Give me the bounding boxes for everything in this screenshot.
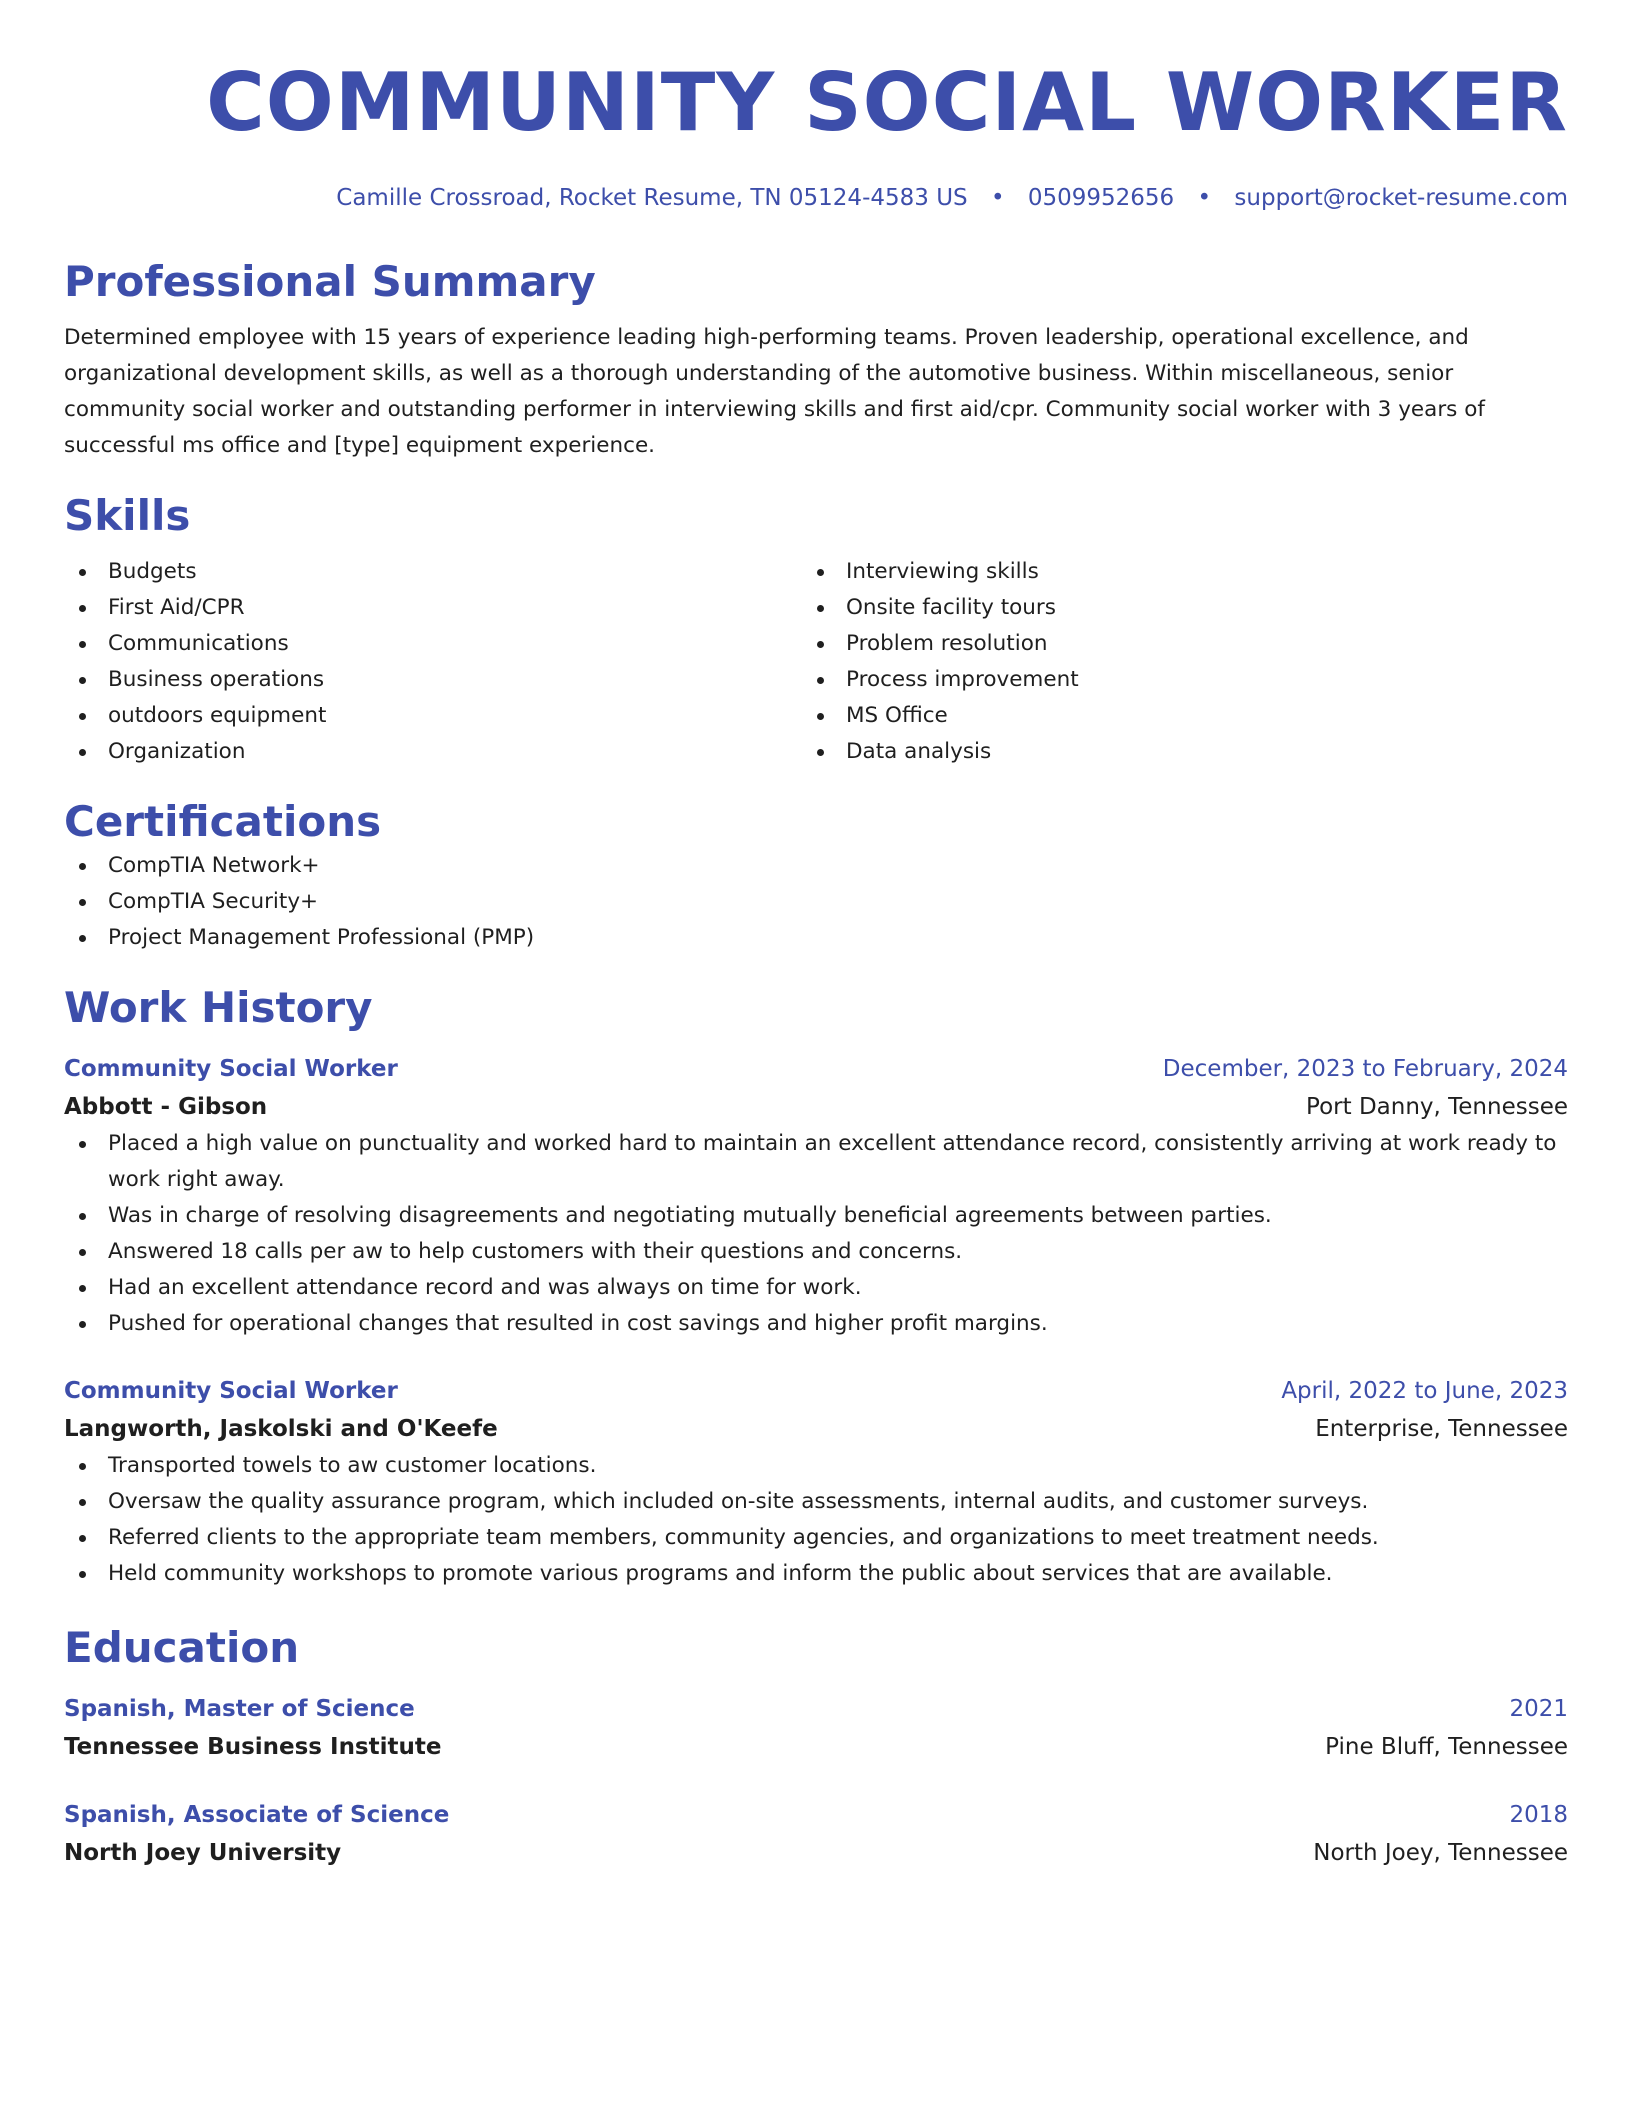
job-header — [64, 1372, 1568, 1410]
education-location: Pine Bluff, Tennessee — [1325, 1734, 1568, 1760]
education-entry — [64, 1690, 1568, 1766]
skill-item: MS Office — [802, 698, 1540, 734]
education-header — [64, 1690, 1568, 1728]
education-school: North Joey University — [64, 1840, 342, 1866]
work-history-heading: Work History — [64, 983, 373, 1032]
job-dates: December, 2023 to February, 2024 — [1162, 1056, 1568, 1082]
certification-item: CompTIA Security+ — [64, 884, 1568, 920]
education-heading: Education — [64, 1623, 300, 1672]
job-location: Port Danny, Tennessee — [1306, 1094, 1568, 1120]
education-degree: Spanish, Master of Science — [64, 1696, 415, 1722]
skill-item: Data analysis — [802, 734, 1540, 770]
job-company: Abbott - Gibson — [64, 1094, 268, 1120]
skill-item: Budgets — [64, 554, 802, 590]
job-duty: Transported towels to aw customer locations. — [64, 1448, 1568, 1484]
job-duty: Oversaw the quality assurance program, which included on-site assessments, internal audits, and customer surveys. — [64, 1484, 1568, 1520]
certification-item: CompTIA Network+ — [64, 848, 1568, 884]
education-location: North Joey, Tennessee — [1313, 1840, 1568, 1866]
job-subheader — [64, 1088, 1568, 1126]
summary-text: Determined employee with 15 years of experience leading high-performing teams. Proven leadership, operational excellence, and organizational development skills, as well as a thorough understanding of the automotive business. Within miscellaneous, senior community social worker and outstanding performer in interviewing skills and first aid/cpr. Community social worker with 3 years of successful ms office and [type] equipment experience. — [64, 325, 1485, 458]
job-duty: Answered 18 calls per aw to help customers with their questions and concerns. — [64, 1234, 1568, 1270]
job-dates: April, 2022 to June, 2023 — [1281, 1378, 1568, 1404]
job-duty: Pushed for operational changes that resulted in cost savings and higher profit margins. — [64, 1306, 1568, 1342]
skills-column-right — [802, 554, 1540, 770]
job-title: Community Social Worker — [64, 1056, 398, 1082]
contact-address: Camille Crossroad, Rocket Resume, TN 05124-4583 US — [336, 185, 968, 211]
education-year: 2021 — [1509, 1696, 1568, 1722]
education-year: 2018 — [1509, 1802, 1568, 1828]
education-degree: Spanish, Associate of Science — [64, 1802, 450, 1828]
job-location: Enterprise, Tennessee — [1315, 1416, 1568, 1442]
certifications-list — [64, 848, 1568, 956]
skill-item: Interviewing skills — [802, 554, 1540, 590]
job-duties-list — [64, 1126, 1568, 1342]
education-school: Tennessee Business Institute — [64, 1734, 442, 1760]
skill-item: Problem resolution — [802, 626, 1540, 662]
contact-separator: • — [990, 185, 1005, 211]
skills-heading: Skills — [64, 491, 191, 540]
contact-phone: 0509952656 — [1027, 185, 1175, 211]
job-entry — [64, 1050, 1568, 1342]
education-header — [64, 1796, 1568, 1834]
skill-item: Process improvement — [802, 662, 1540, 698]
skill-item: Organization — [64, 734, 802, 770]
skill-item: Onsite facility tours — [802, 590, 1540, 626]
skill-item: outdoors equipment — [64, 698, 802, 734]
education-entry — [64, 1796, 1568, 1872]
job-duty: Placed a high value on punctuality and worked hard to maintain an excellent attendance record, consistently arriving at work ready to work right away. — [64, 1126, 1568, 1198]
job-duties-list — [64, 1448, 1568, 1592]
job-header — [64, 1050, 1568, 1088]
job-duty: Had an excellent attendance record and was always on time for work. — [64, 1270, 1568, 1306]
job-subheader — [64, 1410, 1568, 1448]
skills-list — [64, 554, 1568, 770]
skills-column-left — [64, 554, 802, 770]
page-title: COMMUNITY SOCIAL WORKER — [206, 56, 1568, 149]
job-entry — [64, 1372, 1568, 1592]
skill-item: Communications — [64, 626, 802, 662]
skill-item: Business operations — [64, 662, 802, 698]
job-duty: Referred clients to the appropriate team members, community agencies, and organizations to meet treatment needs. — [64, 1520, 1568, 1556]
contact-separator: • — [1197, 185, 1212, 211]
job-company: Langworth, Jaskolski and O'Keefe — [64, 1416, 498, 1442]
certifications-heading: Certifications — [64, 797, 382, 846]
job-duty: Was in charge of resolving disagreements and negotiating mutually beneficial agreements between parties. — [64, 1198, 1568, 1234]
education-subheader — [64, 1834, 1568, 1872]
summary-heading: Professional Summary — [64, 257, 596, 306]
resume-header — [64, 44, 1568, 214]
certification-item: Project Management Professional (PMP) — [64, 920, 1568, 956]
job-title: Community Social Worker — [64, 1378, 398, 1404]
job-duty: Held community workshops to promote various programs and inform the public about services that are available. — [64, 1556, 1568, 1592]
skill-item: First Aid/CPR — [64, 590, 802, 626]
contact-line — [64, 182, 1568, 214]
contact-email: support@rocket-resume.com — [1234, 185, 1568, 211]
education-subheader — [64, 1728, 1568, 1766]
